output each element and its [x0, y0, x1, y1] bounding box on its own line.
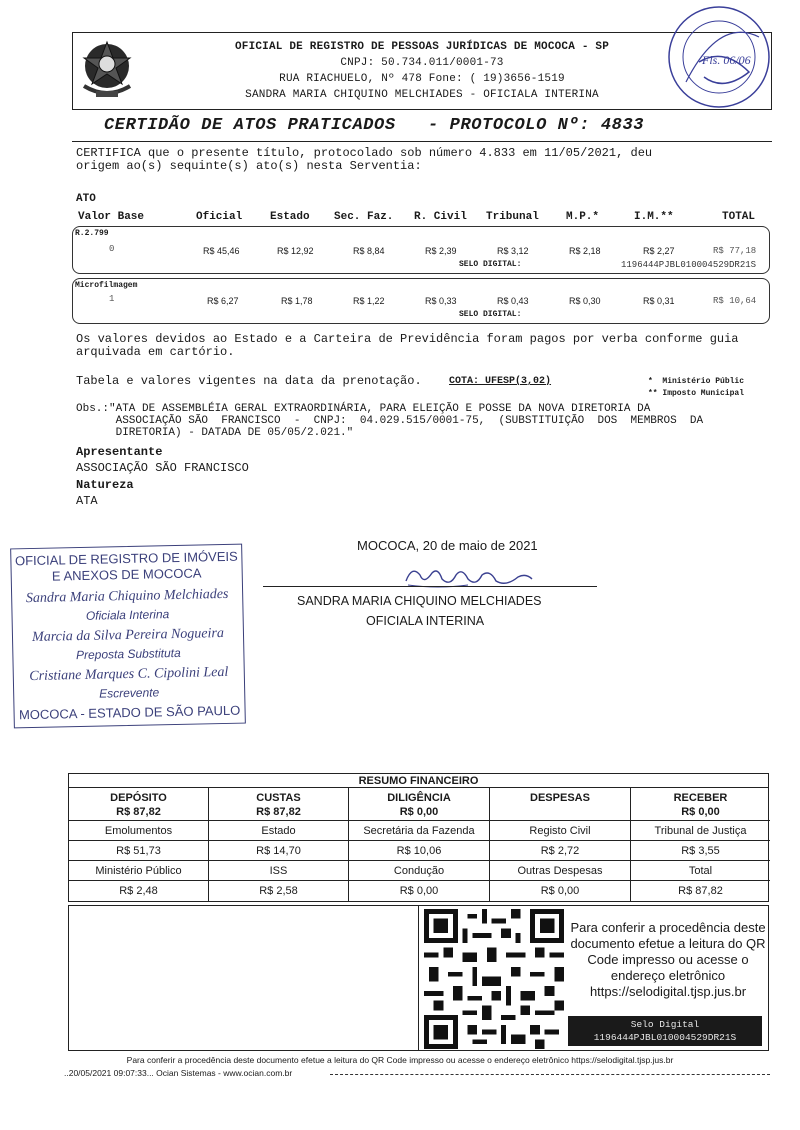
col-im: I.M.** — [634, 211, 674, 223]
financial-values-row-2 — [69, 881, 768, 901]
receber-cell: RECEBER R$ 0,00 — [631, 788, 770, 821]
office-stamp — [10, 544, 246, 729]
office-cnpj: CNPJ: 50.734.011/0001-73 — [340, 57, 504, 69]
footer-system-info: ..20/05/2021 09:07:33... Ocian Sistemas - www.ocian.com.br — [64, 1068, 293, 1078]
office-officer: SANDRA MARIA CHIQUINO MELCHIADES - OFICIALA INTERINA — [245, 89, 599, 101]
row-r-civil: R$ 2,39 — [425, 246, 457, 256]
row-oficial: R$ 6,27 — [207, 296, 239, 306]
value-sec-fazenda: R$ 10,06 — [349, 841, 490, 861]
label-sec-fazenda: Secretária da Fazenda — [349, 821, 490, 841]
apresentante-label: Apresentante — [76, 445, 163, 459]
label-estado: Estado — [209, 821, 349, 841]
financial-summary — [68, 773, 769, 902]
intro-line-2: origem ao(s) sequinte(s) ato(s) nesta Serventia: — [76, 159, 422, 173]
row-total: R$ 77,18 — [713, 246, 757, 256]
registry-seal-icon — [664, 2, 774, 112]
value-registo-civil: R$ 2,72 — [490, 841, 631, 861]
svg-text:Fls. 06/06: Fls. 06/06 — [702, 53, 751, 67]
table-row — [72, 226, 770, 274]
col-oficial: Oficial — [196, 211, 243, 223]
label-emolumentos: Emolumentos — [69, 821, 209, 841]
note-im: ** Imposto Municipal — [648, 389, 745, 398]
col-valor-base: Valor Base — [78, 211, 145, 223]
stamp-line-9: MOCOCA - ESTADO DE SÃO PAULO — [18, 702, 241, 723]
obs-line-3: DIRETORIA) - DATADA DE 05/05/2.021." — [76, 427, 354, 439]
label-total: Total — [631, 861, 770, 881]
value-estado: R$ 14,70 — [209, 841, 349, 861]
row-selo-code: 1196444PJBL010004529DR21S — [621, 260, 757, 270]
financial-labels-row-2 — [69, 861, 768, 881]
footer-dashed-rule — [330, 1074, 770, 1075]
row-r-civil: R$ 0,33 — [425, 296, 457, 306]
digital-seal-box — [568, 1016, 762, 1046]
col-tribunal: Tribunal — [486, 211, 539, 223]
natureza-label: Natureza — [76, 478, 134, 492]
signer-role: OFICIALA INTERINA — [366, 614, 485, 628]
ato-label: ATO — [76, 193, 96, 205]
label-iss: ISS — [209, 861, 349, 881]
financial-summary-title: RESUMO FINANCEIRO — [69, 774, 768, 788]
tabela-vigentes: Tabela e valores vigentes na data da prenotação. — [76, 374, 422, 388]
custas-cell: CUSTAS R$ 87,82 — [209, 788, 349, 821]
date-line: MOCOCA, 20 de maio de 2021 — [357, 538, 538, 553]
col-mp: M.P.* — [566, 211, 600, 223]
row-oficial: R$ 45,46 — [203, 246, 240, 256]
office-address: RUA RIACHUELO, Nº 478 Fone: ( 19)3656-1519 — [279, 73, 565, 85]
value-tribunal: R$ 3,55 — [631, 841, 770, 861]
digital-seal-label: Selo Digital — [630, 1019, 700, 1030]
row-mp: R$ 2,18 — [569, 246, 601, 256]
apresentante-value: ASSOCIAÇÃO SÃO FRANCISCO — [76, 461, 249, 475]
row-act-name: Microfilmagem — [75, 281, 138, 290]
despesas-cell: DESPESAS — [490, 788, 631, 821]
value-outras: R$ 0,00 — [490, 881, 631, 901]
stamp-line-7: Cristiane Marques C. Cipolini Leal — [29, 664, 229, 685]
stamp-line-6: Preposta Substituta — [75, 645, 181, 663]
stamp-line-8: Escrevente — [99, 685, 160, 701]
stamp-line-5: Marcia da Silva Pereira Nogueira — [31, 625, 225, 646]
row-valor-base: 1 — [109, 294, 115, 304]
signature-scribble-icon — [398, 563, 538, 593]
obs-line-2: ASSOCIAÇÃO SÃO FRANCISCO - CNPJ: 04.029.515/0001-75, (SUBSTITUIÇÃO DOS MEMBROS DA — [76, 415, 704, 427]
col-total: TOTAL — [722, 211, 756, 223]
row-total: R$ 10,64 — [713, 296, 757, 306]
col-estado: Estado — [270, 211, 310, 223]
col-r-civil: R. Civil — [414, 211, 467, 223]
row-tribunal: R$ 0,43 — [497, 296, 529, 306]
financial-values-row — [69, 841, 768, 861]
digital-seal-code: 1196444PJBL010004529DR21S — [593, 1032, 737, 1043]
cota-ufesp: COTA: UFESP(3,02) — [449, 376, 552, 387]
payment-note-line-2: arquivada em cartório. — [76, 345, 235, 359]
row-mp: R$ 0,30 — [569, 296, 601, 306]
note-mp: * Ministério Públic — [648, 377, 745, 386]
row-sec-faz: R$ 1,22 — [353, 296, 385, 306]
qr-instructions: Para conferir a procedência deste documento efetue a leitura do QR Code impresso ou acesse o endereço eletrônico https://selodigital.tjsp.jus.br — [570, 920, 766, 999]
stamp-line-3: Sandra Maria Chiquino Melchiades — [25, 586, 229, 607]
row-im: R$ 0,31 — [643, 296, 675, 306]
label-conducao: Condução — [349, 861, 490, 881]
row-sec-faz: R$ 8,84 — [353, 246, 385, 256]
value-ministerio: R$ 2,48 — [69, 881, 209, 901]
row-estado: R$ 12,92 — [277, 246, 314, 256]
financial-labels-row — [69, 821, 768, 841]
label-outras: Outras Despesas — [490, 861, 631, 881]
footer-verification-note: Para conferir a procedência deste documento efetue a leitura do QR Code impresso ou acesse o endereço eletrônico https://selodigital.tjsp.jus.br — [126, 1055, 674, 1065]
value-emolumentos: R$ 51,73 — [69, 841, 209, 861]
brazil-coat-of-arms-icon — [76, 36, 138, 102]
natureza-value: ATA — [76, 494, 98, 508]
signer-name: SANDRA MARIA CHIQUINO MELCHIADES — [297, 594, 542, 608]
stamp-line-4: Oficiala Interina — [85, 607, 170, 623]
qr-code-icon[interactable] — [421, 909, 567, 1049]
deposito-cell: DEPÓSITO R$ 87,82 — [69, 788, 209, 821]
label-ministerio: Ministério Público — [69, 861, 209, 881]
col-sec-faz: Sec. Faz. — [334, 211, 394, 223]
value-conducao: R$ 0,00 — [349, 881, 490, 901]
stamp-line-2: E ANEXOS DE MOCOCA — [51, 565, 202, 584]
diligencia-cell: DILIGÊNCIA R$ 0,00 — [349, 788, 490, 821]
stamp-line-1: OFICIAL DE REGISTRO DE IMÓVEIS — [14, 548, 238, 569]
financial-top-row — [69, 788, 768, 821]
row-act-name: R.2.799 — [75, 229, 109, 238]
label-tribunal: Tribunal de Justiça — [631, 821, 770, 841]
value-iss: R$ 2,58 — [209, 881, 349, 901]
table-row — [72, 278, 770, 324]
row-tribunal: R$ 3,12 — [497, 246, 529, 256]
row-selo-label: SELO DIGITAL: — [459, 260, 522, 269]
document-title: CERTIDÃO DE ATOS PRATICADOS - PROTOCOLO Nº: 4833 — [104, 116, 645, 135]
row-selo-label: SELO DIGITAL: — [459, 310, 522, 319]
office-name: OFICIAL DE REGISTRO DE PESSOAS JURÍDICAS DE MOCOCA - SP — [234, 41, 610, 53]
row-valor-base: 0 — [109, 244, 115, 254]
intro-line-1: CERTIFICA que o presente título, protocolado sob número 4.833 em 11/05/2021, deu — [76, 146, 653, 160]
label-registo-civil: Registo Civil — [490, 821, 631, 841]
payment-note-line-1: Os valores devidos ao Estado e a Carteira de Previdência foram pagos por verba conforme guia — [76, 332, 739, 346]
value-total: R$ 87,82 — [678, 885, 723, 897]
title-divider — [72, 141, 772, 142]
qr-divider — [418, 905, 419, 1051]
row-estado: R$ 1,78 — [281, 296, 313, 306]
signature-line — [263, 586, 597, 587]
row-im: R$ 2,27 — [643, 246, 675, 256]
obs-line-1: Obs.:"ATA DE ASSEMBLÉIA GERAL EXTRAORDINÁRIA, PARA ELEIÇÃO E POSSE DA NOVA DIRETORIA DA — [76, 403, 651, 415]
